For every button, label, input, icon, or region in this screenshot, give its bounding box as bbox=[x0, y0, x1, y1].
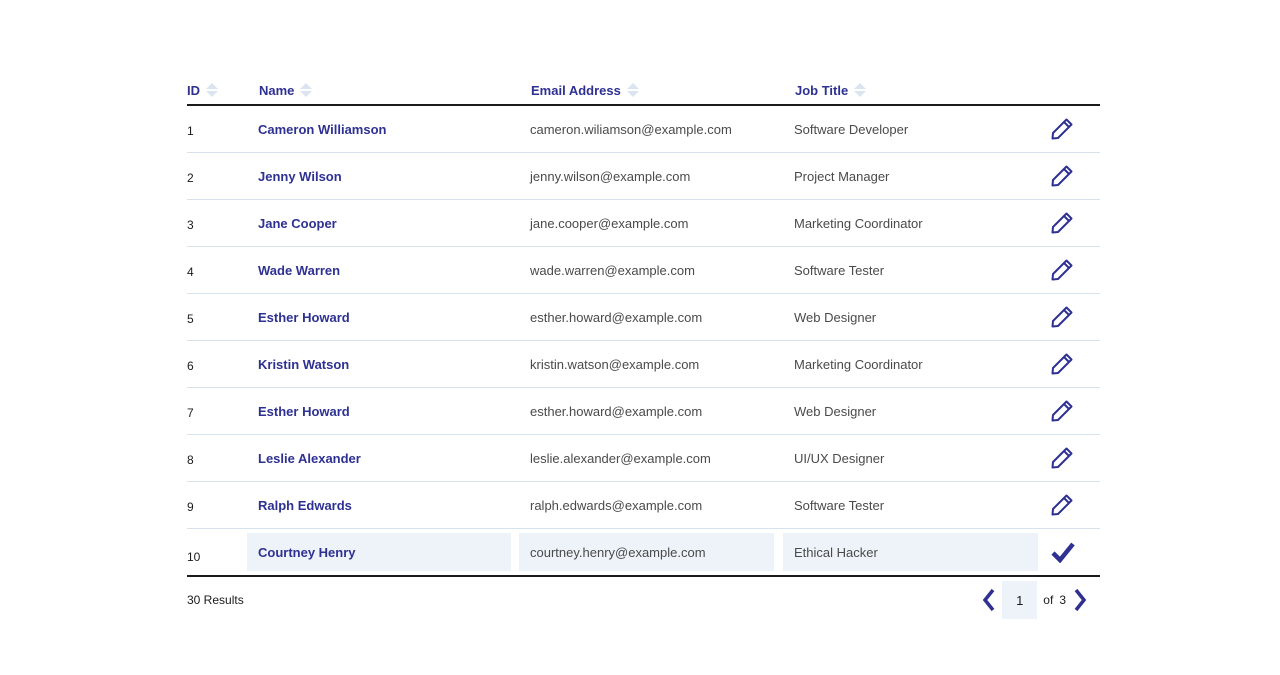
cell-email: cameron.wiliamson@example.com bbox=[530, 121, 732, 137]
page-number-input[interactable]: 1 bbox=[1002, 581, 1037, 619]
pencil-icon[interactable] bbox=[1049, 398, 1075, 424]
table-row bbox=[187, 247, 1100, 294]
cell-name[interactable]: Cameron Williamson bbox=[258, 121, 387, 137]
cell-name[interactable]: Ralph Edwards bbox=[258, 497, 352, 513]
cell-job-title: UI/UX Designer bbox=[794, 450, 885, 466]
header-name[interactable]: Name bbox=[247, 77, 519, 98]
cell-id: 10 bbox=[187, 550, 201, 564]
pagination bbox=[979, 581, 1090, 619]
table-row bbox=[187, 153, 1100, 200]
total-pages: 3 bbox=[1059, 593, 1066, 607]
cell-job-title: Software Tester bbox=[794, 262, 885, 278]
header-id[interactable]: ID bbox=[187, 77, 247, 98]
cell-id: 5 bbox=[187, 312, 194, 326]
cell-id: 7 bbox=[187, 406, 194, 420]
cell-email: leslie.alexander@example.com bbox=[530, 450, 711, 466]
cell-email: jane.cooper@example.com bbox=[530, 215, 689, 231]
pencil-icon[interactable] bbox=[1049, 351, 1075, 377]
cell-email: esther.howard@example.com bbox=[530, 403, 703, 419]
sort-icon[interactable] bbox=[300, 83, 312, 97]
sort-icon[interactable] bbox=[206, 83, 218, 97]
cell-email: ralph.edwards@example.com bbox=[530, 497, 703, 513]
table-row bbox=[187, 294, 1100, 341]
chevron-left-icon[interactable] bbox=[979, 586, 999, 614]
cell-job-title: Project Manager bbox=[794, 168, 890, 184]
cell-id: 9 bbox=[187, 500, 194, 514]
cell-name[interactable]: Jane Cooper bbox=[258, 215, 337, 231]
table-footer bbox=[187, 580, 1100, 620]
cell-name[interactable]: Leslie Alexander bbox=[258, 450, 361, 466]
chevron-right-icon[interactable] bbox=[1070, 586, 1090, 614]
table-row bbox=[187, 435, 1100, 482]
pencil-icon[interactable] bbox=[1049, 257, 1075, 283]
header-job-title[interactable]: Job Title bbox=[783, 77, 1039, 98]
table-row bbox=[187, 341, 1100, 388]
table-row bbox=[187, 200, 1100, 247]
name-edit-field[interactable]: Courtney Henry bbox=[247, 533, 511, 571]
cell-id: 2 bbox=[187, 171, 194, 185]
of-label: of bbox=[1043, 593, 1054, 607]
cell-id: 3 bbox=[187, 218, 194, 232]
cell-name[interactable]: Kristin Watson bbox=[258, 356, 350, 372]
table-header bbox=[187, 70, 1100, 106]
table-row-editing bbox=[187, 529, 1100, 577]
cell-job-title: Marketing Coordinator bbox=[794, 356, 923, 372]
cell-id: 6 bbox=[187, 359, 194, 373]
results-count: 30 Results bbox=[187, 593, 244, 607]
cell-email: jenny.wilson@example.com bbox=[530, 168, 691, 184]
table-body bbox=[187, 106, 1100, 529]
sort-icon[interactable] bbox=[854, 83, 866, 97]
table-row bbox=[187, 106, 1100, 153]
cell-job-title: Web Designer bbox=[794, 403, 877, 419]
cell-job-title: Software Tester bbox=[794, 497, 885, 513]
job-title-edit-field[interactable]: Ethical Hacker bbox=[783, 533, 1038, 571]
cell-name[interactable]: Jenny Wilson bbox=[258, 168, 342, 184]
users-table bbox=[187, 70, 1100, 577]
cell-job-title: Software Developer bbox=[794, 121, 909, 137]
email-edit-field[interactable]: courtney.henry@example.com bbox=[519, 533, 774, 571]
cell-id: 1 bbox=[187, 124, 194, 138]
cell-job-title: Web Designer bbox=[794, 309, 877, 325]
sort-icon[interactable] bbox=[627, 83, 639, 97]
cell-name[interactable]: Esther Howard bbox=[258, 309, 350, 325]
pencil-icon[interactable] bbox=[1049, 445, 1075, 471]
cell-id: 4 bbox=[187, 265, 194, 279]
pencil-icon[interactable] bbox=[1049, 210, 1075, 236]
table-row bbox=[187, 482, 1100, 529]
cell-name[interactable]: Esther Howard bbox=[258, 403, 350, 419]
header-email[interactable]: Email Address bbox=[519, 77, 783, 98]
cell-name[interactable]: Wade Warren bbox=[258, 262, 341, 278]
cell-email: kristin.watson@example.com bbox=[530, 356, 700, 372]
cell-id: 8 bbox=[187, 453, 194, 467]
pencil-icon[interactable] bbox=[1049, 116, 1075, 142]
cell-email: wade.warren@example.com bbox=[530, 262, 695, 278]
checkmark-icon[interactable] bbox=[1050, 539, 1076, 565]
pencil-icon[interactable] bbox=[1049, 492, 1075, 518]
cell-job-title: Marketing Coordinator bbox=[794, 215, 923, 231]
pencil-icon[interactable] bbox=[1049, 163, 1075, 189]
cell-email: esther.howard@example.com bbox=[530, 309, 703, 325]
pencil-icon[interactable] bbox=[1049, 304, 1075, 330]
table-row bbox=[187, 388, 1100, 435]
